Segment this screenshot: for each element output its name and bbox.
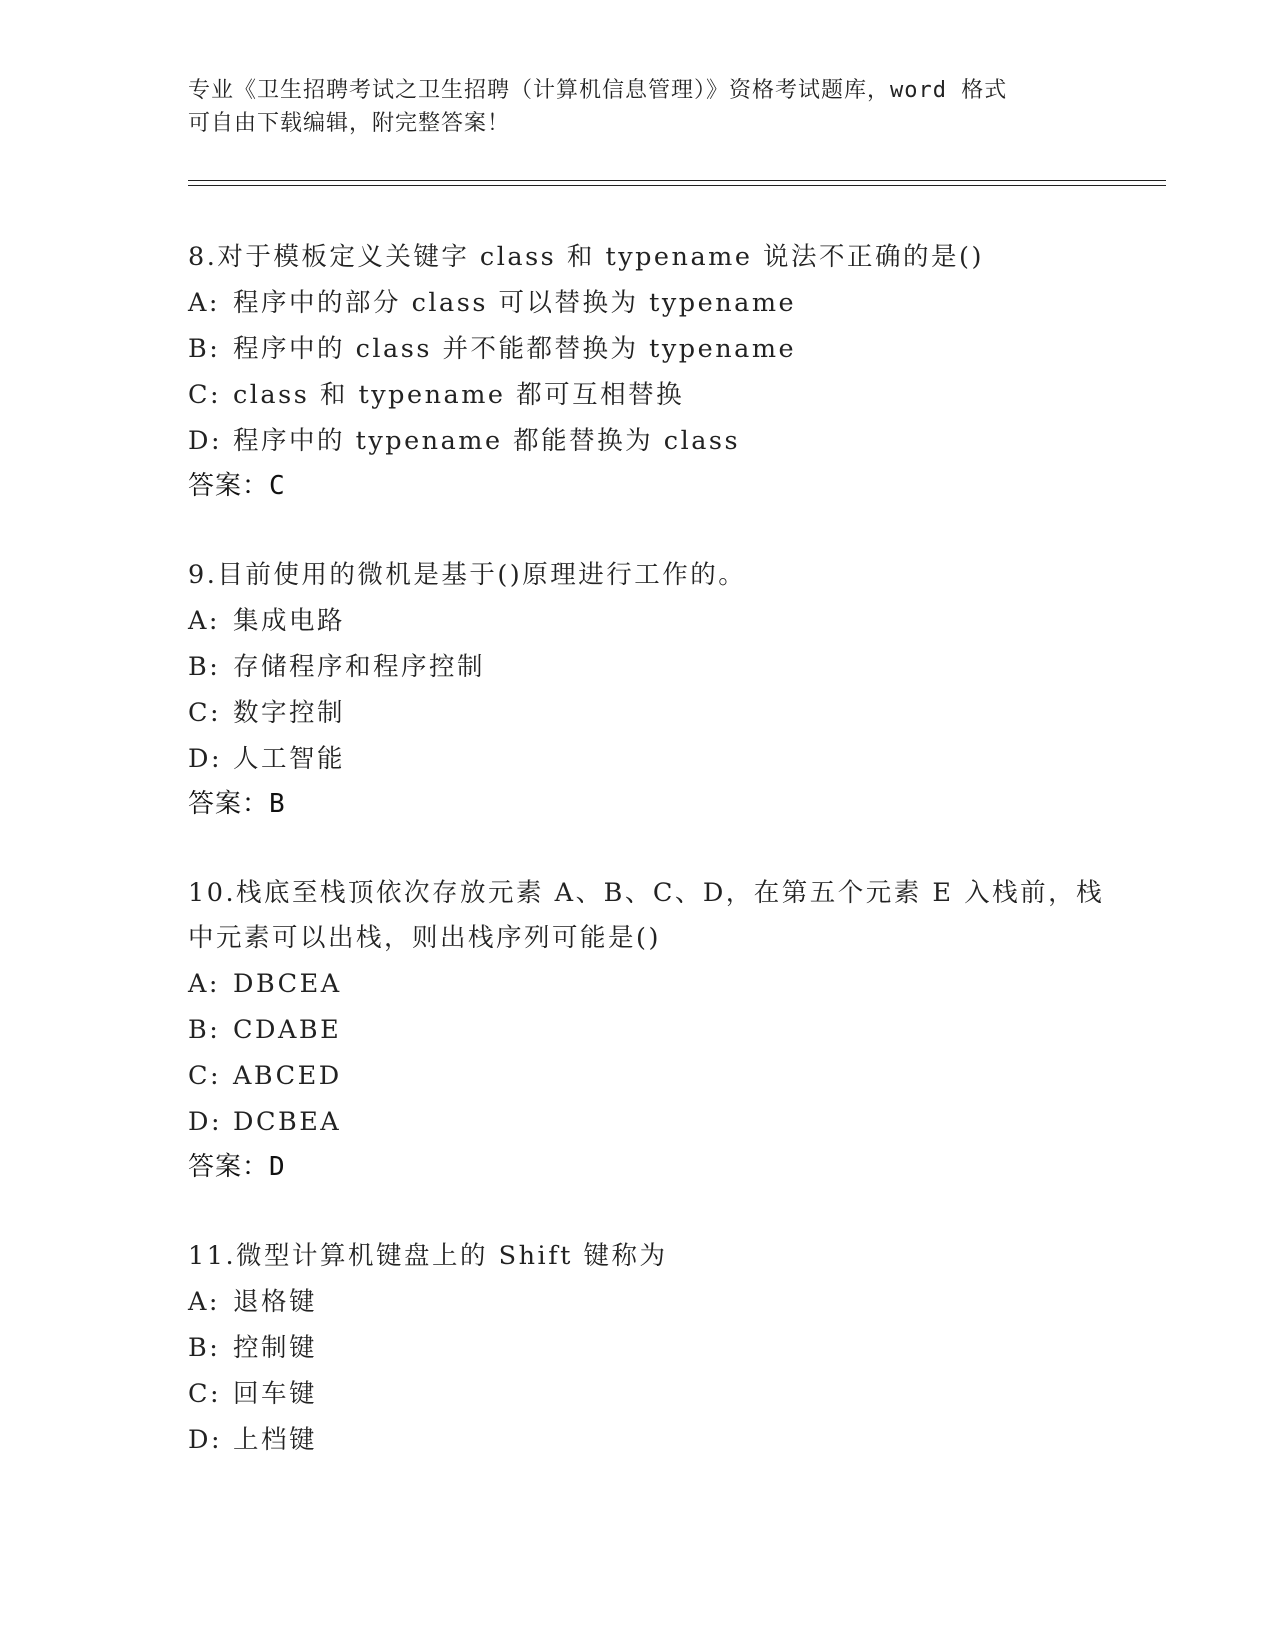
- option-letter: B:: [188, 1015, 221, 1045]
- option-letter: B:: [188, 1333, 221, 1363]
- option-text: DBCEA: [233, 969, 342, 999]
- answer: 答案：B: [188, 789, 286, 819]
- option-a: [188, 961, 1108, 1007]
- option-letter: C:: [188, 698, 222, 728]
- option-text: DCBEA: [233, 1107, 342, 1137]
- answer: 答案：C: [188, 471, 286, 501]
- option-c: [188, 372, 1108, 418]
- question-list: [188, 235, 1108, 1508]
- option-b: [188, 326, 1108, 372]
- question-text: 8.对于模板定义关键字 class 和 typename 说法不正确的是(): [188, 242, 984, 272]
- option-text: 程序中的部分 class 可以替换为 typename: [233, 288, 797, 318]
- option-letter: D:: [188, 1425, 223, 1455]
- question-9: [188, 553, 1108, 826]
- header-line-1: 专业《卫生招聘考试之卫生招聘（计算机信息管理）》资格考试题库，word 格式: [188, 78, 1008, 103]
- header-divider-top: [188, 180, 1166, 181]
- option-c: [188, 1053, 1108, 1099]
- option-letter: C:: [188, 1379, 222, 1409]
- question-text: 9.目前使用的微机是基于()原理进行工作的。: [188, 560, 747, 590]
- option-a: [188, 1279, 1108, 1325]
- option-letter: A:: [188, 606, 221, 636]
- option-text: ABCED: [233, 1061, 342, 1091]
- option-b: [188, 1007, 1108, 1053]
- option-text: 控制键: [233, 1333, 318, 1363]
- option-letter: D:: [188, 744, 223, 774]
- option-letter: A:: [188, 969, 221, 999]
- option-text: 退格键: [233, 1287, 318, 1317]
- option-text: 回车键: [233, 1379, 318, 1409]
- option-letter: A:: [188, 288, 221, 318]
- option-text: 程序中的 class 并不能都替换为 typename: [233, 334, 797, 364]
- option-text: 程序中的 typename 都能替换为 class: [233, 426, 741, 456]
- option-text: 数字控制: [233, 698, 346, 728]
- option-letter: B:: [188, 652, 221, 682]
- question-10: [188, 871, 1108, 1189]
- option-d: [188, 418, 1108, 464]
- option-text: 上档键: [233, 1425, 318, 1455]
- option-d: [188, 736, 1108, 782]
- option-letter: D:: [188, 426, 223, 456]
- option-text: 集成电路: [233, 606, 346, 636]
- option-text: 人工智能: [233, 744, 346, 774]
- option-a: [188, 280, 1108, 326]
- question-11: [188, 1234, 1108, 1463]
- option-b: [188, 644, 1108, 690]
- option-text: class 和 typename 都可互相替换: [233, 380, 685, 410]
- option-letter: A:: [188, 1287, 221, 1317]
- option-letter: C:: [188, 1061, 222, 1091]
- option-letter: C:: [188, 380, 222, 410]
- option-text: CDABE: [233, 1015, 342, 1045]
- question-text: 10.栈底至栈顶依次存放元素 A、B、C、D，在第五个元素 E 入栈前，栈中元素可以出栈，则出栈序列可能是(): [188, 878, 1105, 953]
- question-text: 11.微型计算机键盘上的 Shift 键称为: [188, 1241, 668, 1271]
- option-b: [188, 1325, 1108, 1371]
- option-text: 存储程序和程序控制: [233, 652, 486, 682]
- option-a: [188, 598, 1108, 644]
- question-8: [188, 235, 1108, 508]
- header-line-2: 可自由下载编辑，附完整答案！: [188, 111, 511, 136]
- option-c: [188, 690, 1108, 736]
- option-d: [188, 1099, 1108, 1145]
- option-letter: D:: [188, 1107, 223, 1137]
- document-header: [188, 74, 1088, 140]
- option-d: [188, 1417, 1108, 1463]
- option-c: [188, 1371, 1108, 1417]
- answer: 答案：D: [188, 1152, 286, 1182]
- option-letter: B:: [188, 334, 221, 364]
- header-divider-bottom: [188, 185, 1166, 186]
